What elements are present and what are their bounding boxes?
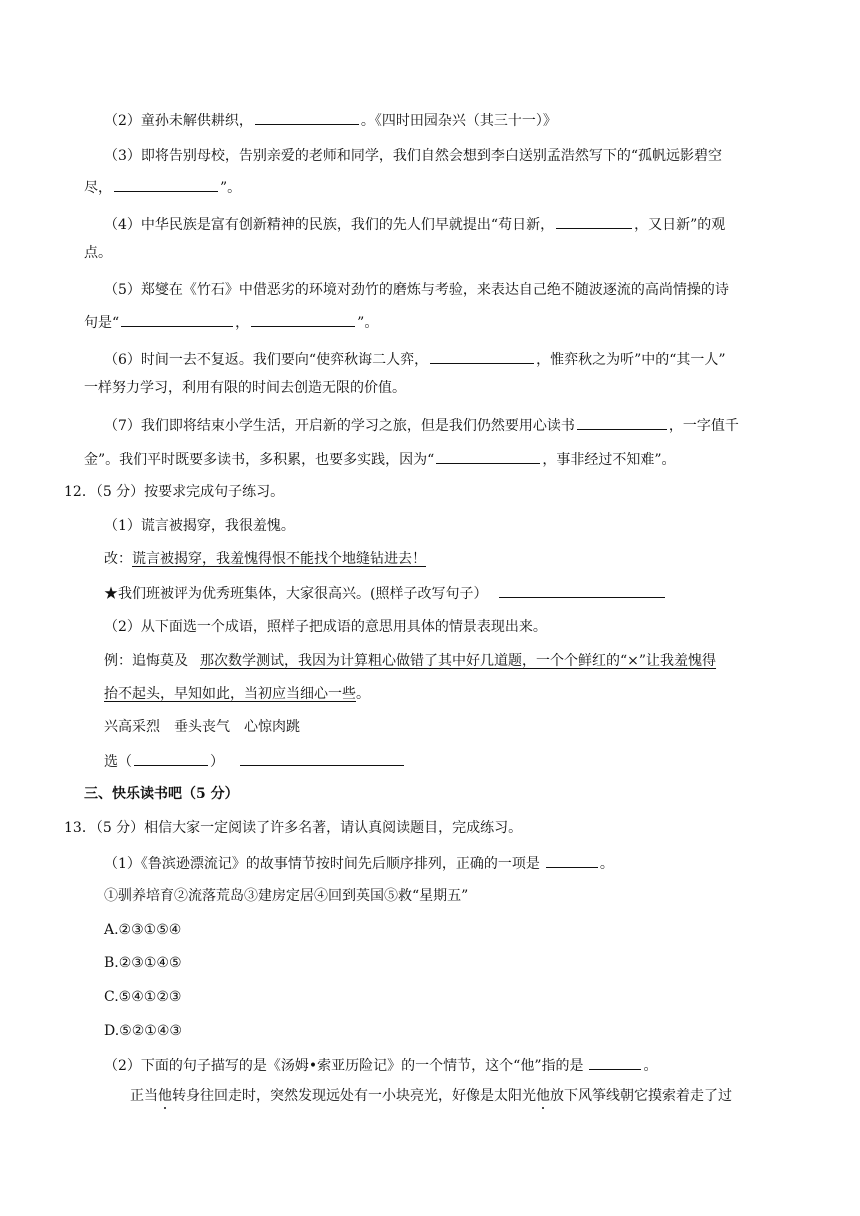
q11-item-2	[104, 109, 557, 131]
q11-item-6-line2: 一样努力学习，利用有限的时间去创造无限的价值。	[84, 380, 406, 396]
q13-part-2	[104, 1054, 657, 1076]
example-text-2: 抬不起头，早知如此，当初应当细心一些	[104, 686, 356, 702]
q11-item-5-end: ”。	[357, 315, 379, 331]
answer-blank[interactable]	[546, 852, 598, 868]
q11-item-2-source: 。《四时田园杂兴（其三十一）》	[360, 113, 557, 129]
choose-open: 选（	[104, 754, 132, 770]
q11-item-6-line1	[104, 348, 726, 370]
q11-item-4-tail: ，又日新”的观	[634, 217, 726, 233]
q11-item-7-tail: ，一字值千	[668, 418, 739, 434]
answer-blank[interactable]	[499, 582, 665, 598]
q11-item-6-tail: ，惟弈秋之为听”中的“其一人”	[536, 352, 726, 368]
answer-blank[interactable]	[556, 213, 632, 229]
q12-header: 12．（5 分）按要求完成句子练习。	[64, 484, 285, 500]
q13-part-2-end: 。	[643, 1058, 658, 1074]
q13-part-1	[104, 852, 614, 874]
answer-blank[interactable]	[255, 109, 359, 125]
q12-star-task	[104, 582, 667, 604]
example-end: 。	[356, 686, 370, 702]
q11-item-4-line1	[104, 213, 725, 235]
q12-example-line2	[104, 684, 370, 704]
story-events: ①驯养培育②流落荒岛③建房定居④回到英国⑤救“星期五”	[104, 888, 469, 904]
q12-sentence-2: （2）从下面选一个成语，照样子把成语的意思用具体的情景表现出来。	[104, 619, 547, 635]
answer-blank[interactable]	[577, 414, 667, 430]
option-a[interactable]: A.②③①⑤④	[104, 922, 182, 938]
dotted-pronoun: 他	[158, 1088, 172, 1104]
q11-item-4-line2: 点。	[84, 245, 112, 261]
q13-part-1-end: 。	[599, 856, 614, 872]
answer-blank[interactable]	[589, 1054, 641, 1070]
q11-item-3-end: ”。	[220, 180, 242, 196]
q11-item-6-text: （6）时间一去不复返。我们要向“使弈秋诲二人弈，	[104, 352, 429, 368]
example-text-1: 那次数学测试，我因为计算粗心做错了其中好几道题，一个个鲜红的“×”让我羞愧得	[200, 653, 717, 669]
q12-example-line1	[104, 651, 716, 671]
idiom-options: 兴高采烈 垂头丧气 心惊肉跳	[104, 719, 300, 735]
q11-item-7-text: （7）我们即将结束小学生活，开启新的学习之旅，但是我们仍然要用心读书	[104, 418, 575, 434]
section-3-heading: 三、快乐读书吧（5 分）	[84, 786, 239, 802]
q13-part-2-text: （2）下面的句子描写的是《汤姆•索亚历险记》的一个情节，这个“他”指的是	[104, 1058, 584, 1074]
star-task-text: ★我们班被评为优秀班集体，大家很高兴。(照样子改写句子）	[104, 586, 488, 602]
q11-item-3-line2	[84, 176, 241, 198]
q12-choose-line	[104, 750, 406, 772]
passage-text-a: 正当	[130, 1088, 158, 1104]
q13-part-1-text: （1）《鲁滨逊漂流记》的故事情节按时间先后顺序排列，正确的一项是	[104, 856, 540, 872]
example-label: 例：追悔莫及	[104, 653, 188, 669]
q11-item-5-lead: 句是“	[84, 315, 120, 331]
answer-blank[interactable]	[436, 448, 540, 464]
novel-passage	[130, 1086, 732, 1106]
option-b[interactable]: B.②③①④⑤	[104, 955, 182, 971]
q11-item-2-text: （2）童孙未解供耕织，	[104, 113, 253, 129]
q11-item-3-lead: 尽，	[84, 180, 112, 196]
q11-item-7-line1	[104, 414, 739, 436]
q11-item-7-line2	[84, 448, 676, 470]
idiom-choice-blank[interactable]	[134, 750, 208, 766]
q11-item-5-line2	[84, 311, 378, 333]
choose-close: ）	[210, 754, 224, 770]
q11-item-7-end: ，事非经过不知难”。	[542, 452, 676, 468]
q12-revision	[104, 549, 426, 569]
option-c[interactable]: C.⑤④①②③	[104, 989, 182, 1005]
answer-blank[interactable]	[430, 348, 534, 364]
q13-header: 13．（5 分）相信大家一定阅读了许多名著，请认真阅读题目，完成练习。	[64, 820, 523, 836]
option-d[interactable]: D.⑤②①④③	[104, 1023, 182, 1039]
revision-example: 谎言被揭穿，我羞愧得恨不能找个地缝钻进去！	[132, 551, 426, 567]
q11-item-7-text2: 金”。我们平时既要多读书，多积累，也要多实践，因为“	[84, 452, 435, 468]
q11-item-4-text: （4）中华民族是富有创新精神的民族，我们的先人们早就提出“苟日新，	[104, 217, 555, 233]
revision-label: 改：	[104, 551, 132, 567]
answer-blank[interactable]	[251, 311, 355, 327]
passage-text-b: 转身往回走时，突然发现远处有一小块亮光，好像是太阳光	[172, 1088, 536, 1104]
q11-item-5-line1: （5）郑燮在《竹石》中借恶劣的环境对劲竹的磨炼与考验，来表达自己绝不随波逐流的高尚情操的诗	[104, 282, 729, 298]
answer-blank[interactable]	[240, 750, 404, 766]
answer-blank[interactable]	[114, 176, 218, 192]
q11-item-5-comma: ，	[235, 315, 250, 331]
answer-blank[interactable]	[121, 311, 233, 327]
q11-item-3-line1: （3）即将告别母校，告别亲爱的老师和同学，我们自然会想到李白送别孟浩然写下的“孤帆远影碧空	[104, 148, 723, 164]
passage-text-c: 放下风筝线朝它摸索着走了过	[550, 1088, 732, 1104]
q12-sentence-1: （1）谎言被揭穿，我很羞愧。	[104, 518, 295, 534]
dotted-pronoun: 他	[536, 1088, 550, 1104]
